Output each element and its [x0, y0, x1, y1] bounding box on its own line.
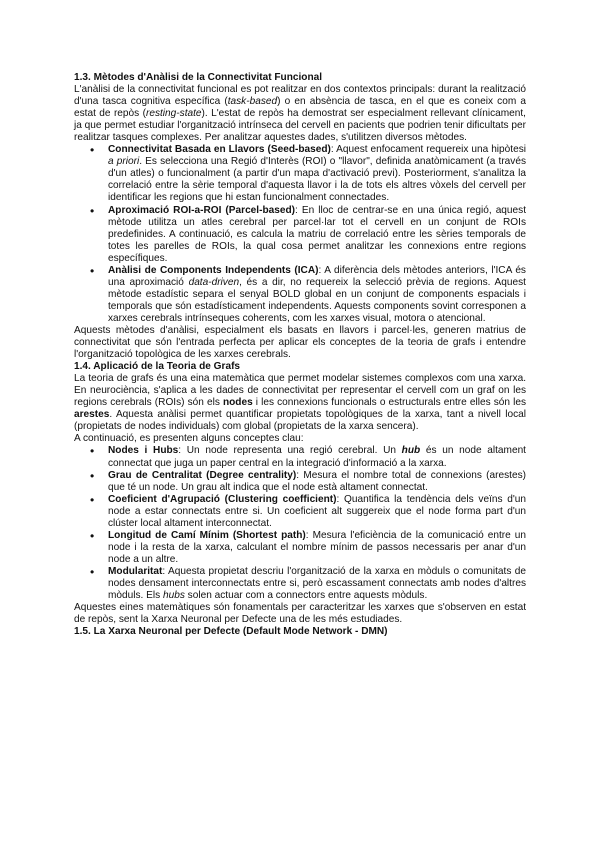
emphasis-run: nodes [222, 397, 253, 409]
emphasis-run: Nodes i Hubs [108, 445, 179, 457]
concept-item-modularity [108, 566, 526, 602]
text-run: . Aquesta anàlisi permet quantificar propietats topològiques de la xarxa, tant a nivell local (propietats de nodes individuals) com global (propietats de la xarxa sencera). [74, 409, 526, 433]
concept-item-nodes-hubs [108, 445, 526, 469]
text-run: . Es selecciona una Regió d'Interès (ROI) o "llavor", definida anatòmicament (a través d'un atles) o funcionalment (a partir d'un mapa d'activació previ). Posteriorment, s'analitza la correlació entre la sèrie temporal d'aquesta llavor i la de tots els altres vòxels del cervell per identificar les regions que hi estan funcionalment connectades. [108, 156, 527, 204]
emphasis-run: arestes [74, 409, 110, 421]
emphasis-run: resting-state [145, 108, 202, 120]
concept-item-shortest-path [108, 530, 526, 566]
emphasis-run: task-based [227, 96, 278, 108]
concept-item-clustering-coefficient [108, 494, 526, 530]
section-1-3-method-list [74, 144, 526, 325]
text-run: L'anàlisi de la connectivitat funcional es pot realitzar en dos contextos principals: durant la realització d'una tasca cognitiva específica ( [74, 84, 526, 108]
text-run: ) o en absència de tasca, en el que es coneix com a estat de repòs ( [74, 96, 526, 120]
section-1-3-intro [74, 84, 526, 144]
emphasis-run: Grau de Centralitat (Degree centrality) [108, 469, 297, 481]
emphasis-run: Coeficient d'Agrupació (Clustering coefficient) [108, 493, 337, 505]
text-run: : Mesura el nombre total de connexions (arestes) que té un node. Un grau alt indica que el node està altament connectat. [108, 469, 526, 493]
text-run: Aquestes eines matemàtiques són fonamentals per caracteritzar les xarxes que s'observen en estat de repòs, sent la Xarxa Neuronal per Defecte una de les més estudiades. [74, 602, 526, 626]
method-item-ica [108, 265, 526, 325]
text-run: ). L'estat de repòs ha demostrat ser especialment rellevant clínicament, ja que permet estudiar l'organització intrínseca del cervell en pacients que podrien tenir dificultats per realitzar tasques complexes. Per analitzar aquestes dades, s'utilitzen diversos mètodes. [74, 108, 526, 144]
text-run: solen actuar com a connectors entre aquests mòduls. [184, 590, 428, 602]
emphasis-run: data-driven [188, 276, 240, 288]
text-run: La teoria de grafs és una eina matemàtica que permet modelar sistemes complexos com una xarxa. En neurociència, s'aplica a les dades de connectivitat per representar el cervell com un graf on les regions cerebrals (ROIs) són els [74, 373, 526, 409]
emphasis-run: Connectivitat Basada en Llavors (Seed-based) [108, 144, 331, 156]
text-run: Aquests mètodes d'anàlisi, especialment els basats en llavors i parcel·les, generen matrius de connectivitat que són l'entrada perfecta per aplicar els conceptes de la teoria de grafs i entendre l'organització topològica de les xarxes cerebrals. [74, 324, 526, 361]
concept-item-degree-centrality [108, 470, 526, 494]
section-heading-1-5: 1.5. La Xarxa Neuronal per Defecte (Default Mode Network - DMN) [74, 626, 388, 638]
text-run: : Aquest enfocament requereix una hipòtesi [330, 144, 526, 156]
text-run: , és a dir, no requereix la selecció prèvia de regions. Aquest mètode estadístic separa el senyal BOLD global en un conjunt de components espacials i temporals que són estadísticament independents. Aquests components sovint corresponen a xarxes cerebrals intrínseques coherents, com les xarxes visual, motora o atencional. [108, 276, 526, 324]
section-1-4-outro [74, 602, 526, 626]
section-1-4-lead [74, 433, 526, 445]
text-run: : Aquesta propietat descriu l'organització de la xarxa en mòduls o comunitats de nodes densament interconnectats entre si, però escassament connectats amb nodes d'altres mòduls. Els [108, 565, 526, 602]
text-run: és un node altament connectat que juga un paper central en la integració d'informació a la xarxa. [108, 445, 526, 469]
emphasis-run: Anàlisi de Components Independents (ICA) [108, 264, 319, 276]
section-1-4-intro [74, 373, 526, 433]
method-item-seed-based [108, 144, 526, 204]
text-run: : A diferència dels mètodes anteriors, l'ICA és una aproximació [108, 264, 526, 288]
text-run: i les connexions funcionals o estructurals entre elles són les [252, 397, 526, 409]
emphasis-run: Modularitat [108, 565, 163, 577]
text-run: : Un node representa una regió cerebral. Un [178, 445, 402, 457]
method-item-roi-to-roi [108, 205, 526, 265]
section-1-3-outro [74, 325, 526, 361]
text-run: : Quantifica la tendència dels veïns d'un node a estar connectats entre si. Un coeficient alt suggereix que el node forma part d'un clúster local altament interconnectat. [108, 493, 527, 529]
section-heading-1-4: 1.4. Aplicació de la Teoria de Grafs [74, 361, 241, 373]
emphasis-run: Aproximació ROI-a-ROI (Parcel-based) [108, 204, 295, 216]
section-1-4-concept-list [74, 445, 526, 602]
text-run: A continuació, es presenten alguns conceptes clau: [74, 433, 304, 445]
emphasis-run: Longitud de Camí Mínim (Shortest path) [108, 529, 306, 541]
emphasis-run: a priori [108, 156, 140, 168]
text-run: : En lloc de centrar-se en una única regió, aquest mètode utilitza un atles cerebral per parcel·lar tot el cervell en un conjunt de ROIs predefinides. A continuació, es calcula la matriu de correlació entre les sèries temporals de totes les parelles de ROIs, la qual cosa permet analitzar les connexions entre regions específiques. [108, 204, 526, 264]
emphasis-run: hub [401, 445, 421, 457]
text-run: : Mesura l'eficiència de la comunicació entre un node i la resta de la xarxa, calculant el nombre mínim de passos necessaris per anar d'un node a un altre. [108, 529, 526, 565]
emphasis-run: hubs [162, 590, 185, 602]
section-heading-1-3: 1.3. Mètodes d'Anàlisi de la Connectivitat Funcional [74, 72, 323, 83]
